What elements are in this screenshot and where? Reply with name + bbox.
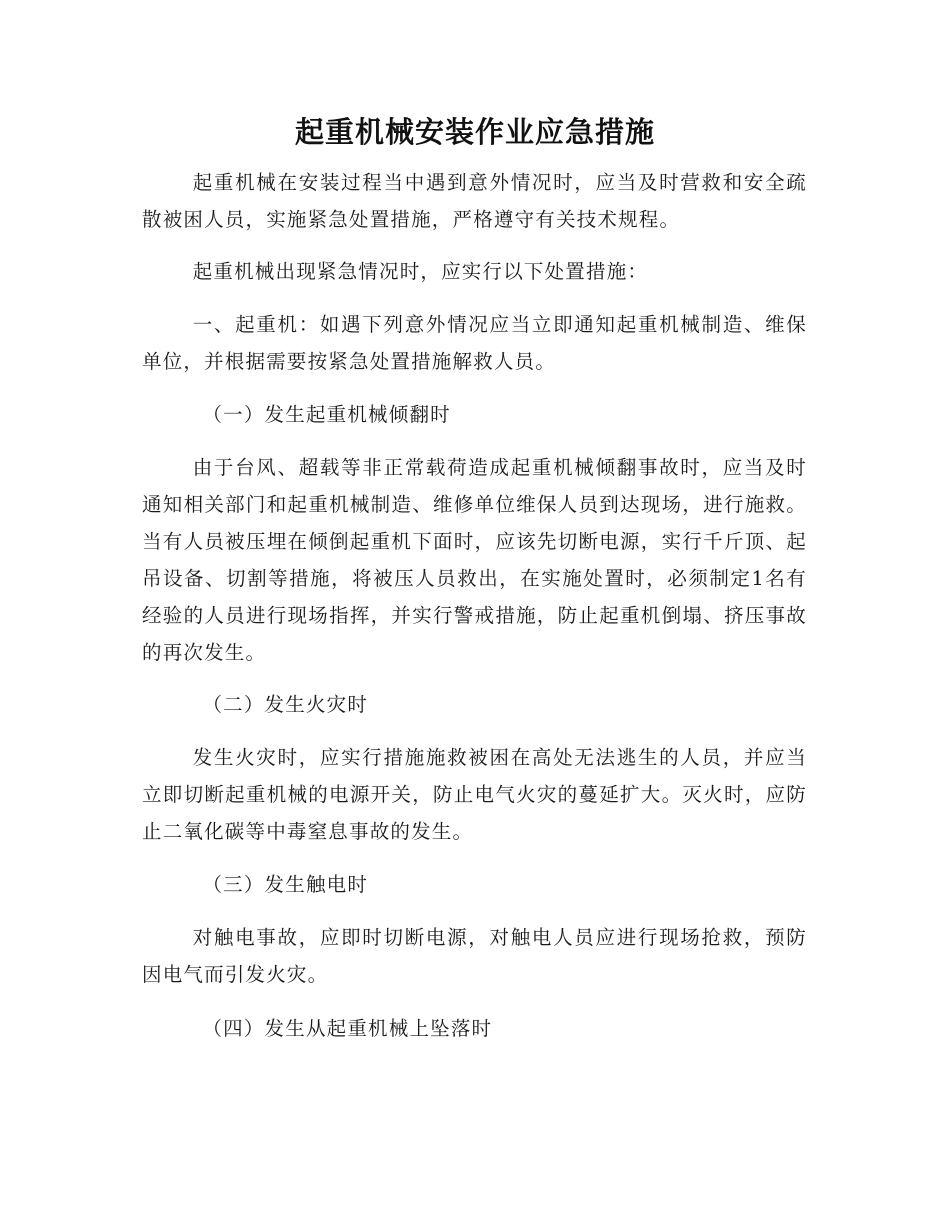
- paragraph-overturn: 由于台风、超载等非正常载荷造成起重机械倾翻事故时，应当及时通知相关部门和起重机械制造、维修单位维保人员到达现场，进行施救。当有人员被压埋在倾倒起重机下面时，应该先切断电源，实行千斤顶、起吊设备、切割等措施，将被压人员救出，在实施处置时，必须制定1名有经验的人员进行现场指挥，并实行警戒措施，防止起重机倒塌、挤压事故的再次发生。: [142, 456, 807, 664]
- subheading-electric-shock: （三）发生触电时: [202, 873, 369, 896]
- subheading-fall: （四）发生从起重机械上坠落时: [202, 1017, 493, 1040]
- paragraph-section-one: 一、起重机：如遇下列意外情况应当立即通知起重机械制造、维保单位，并根据需要按紧急处置措施解救人员。: [142, 313, 807, 373]
- document-title: 起重机械安装作业应急措施: [294, 115, 655, 149]
- subheading-overturn: （一）发生起重机械倾翻时: [202, 403, 451, 426]
- subheading-fire: （二）发生火灾时: [202, 693, 369, 716]
- paragraph-electric-shock: 对触电事故，应即时切断电源，对触电人员应进行现场抢救，预防因电气而引发火灾。: [142, 926, 807, 986]
- paragraph-intro: 起重机械在安装过程当中遇到意外情况时，应当及时营救和安全疏散被困人员，实施紧急处置措施，严格遵守有关技术规程。: [142, 171, 807, 231]
- paragraph-fire: 发生火灾时，应实行措施施救被困在高处无法逃生的人员，并应当立即切断起重机械的电源开关，防止电气火灾的蔓延扩大。灭火时，应防止二氧化碳等中毒窒息事故的发生。: [142, 746, 807, 843]
- paragraph-measures-lead: 起重机械出现紧急情况时，应实行以下处置措施：: [192, 260, 649, 283]
